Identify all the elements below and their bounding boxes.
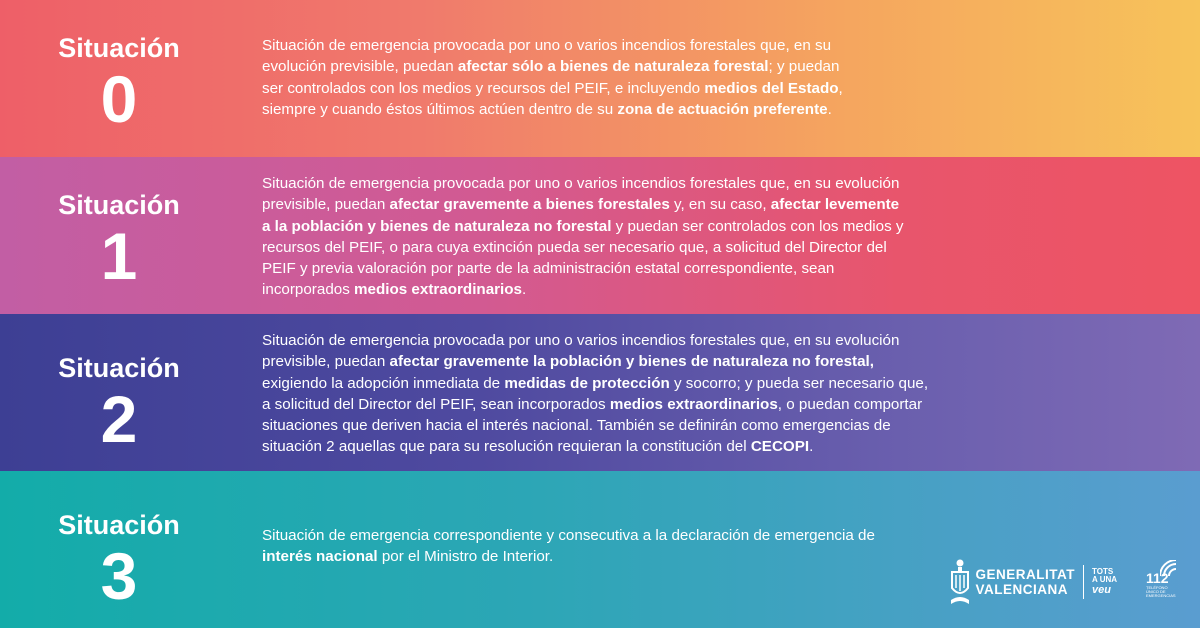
- description-line: [262, 56, 843, 77]
- description-emphasis: afectar gravemente a bienes forestales: [389, 196, 670, 214]
- description-text: evolución previsible, puedan: [262, 58, 458, 76]
- situation-3-heading: [0, 509, 238, 613]
- situation-1-description: [262, 173, 904, 301]
- description-emphasis: afectar sólo a bienes de naturaleza forestal: [457, 58, 769, 76]
- description-emphasis: interés nacional: [262, 548, 378, 566]
- description-text: Situación de emergencia provocada por uno o varios incendios forestales que, en su evolución: [262, 175, 900, 192]
- gva-line2: VALENCIANA: [975, 582, 1068, 597]
- description-line: [262, 194, 904, 215]
- gva-coat-of-arms-icon: [949, 558, 971, 606]
- situation-3-description: [262, 525, 875, 568]
- description-emphasis: medios del Estado: [704, 79, 839, 97]
- description-line: [262, 394, 928, 415]
- description-text: PEIF y previa valoración por parte de la administración estatal correspondiente, sean: [262, 260, 835, 278]
- description-emphasis: afectar levemente: [770, 196, 900, 214]
- tots-a-una-veu-logo: [1092, 568, 1128, 596]
- situation-1-number: 1: [100, 219, 138, 293]
- description-text: .: [809, 438, 814, 456]
- description-text: por el Ministro de Interior.: [377, 548, 554, 566]
- description-line: [262, 173, 904, 194]
- situation-1-word: Situación: [58, 190, 180, 220]
- description-emphasis: medios extraordinarios: [609, 395, 778, 413]
- situation-3-word: Situación: [58, 510, 180, 540]
- description-line: [262, 258, 904, 279]
- description-text: ser controlados con los medios y recursos del PEIF, e incluyendo: [262, 79, 705, 97]
- description-line: [262, 237, 904, 258]
- gva-line1: GENERALITAT: [975, 567, 1075, 582]
- description-text: recursos del PEIF, o para cuya extinción pueda ser necesario que, a solicitud del Director del: [262, 238, 887, 256]
- description-emphasis: afectar gravemente la población y bienes de naturaleza no forestal,: [389, 353, 874, 371]
- description-line: [262, 99, 843, 120]
- description-text: y, en su caso,: [669, 196, 771, 214]
- footer-logos: [949, 556, 1187, 608]
- description-text: incorporados: [262, 281, 355, 299]
- situation-2-band: [0, 314, 1200, 471]
- description-line: [262, 330, 928, 351]
- situation-2-heading: [0, 352, 238, 456]
- description-text: ,: [838, 79, 843, 97]
- description-text: ; y puedan: [768, 58, 840, 76]
- situation-2-description: [262, 330, 928, 458]
- situation-0-number: 0: [100, 62, 138, 136]
- description-text: previsible, puedan: [262, 353, 390, 371]
- tots-line2: A UNA: [1092, 575, 1118, 584]
- emergency-112-subtitle: TELÉFONO ÚNICO DE EMERGENCIAS: [1146, 585, 1176, 598]
- description-line: [262, 351, 928, 372]
- description-line: [262, 436, 928, 457]
- description-line: [262, 373, 928, 394]
- description-text: .: [522, 281, 527, 299]
- description-text: y puedan ser controlados con los medios y: [611, 217, 904, 235]
- situation-1-band: [0, 157, 1200, 314]
- description-line: [262, 415, 928, 436]
- description-line: [262, 78, 843, 99]
- situation-3-number: 3: [100, 539, 138, 613]
- emergency-112-number: 112: [1146, 570, 1169, 586]
- situation-2-number: 2: [100, 382, 138, 456]
- description-line: [262, 35, 843, 56]
- situation-0-description: [262, 35, 843, 120]
- description-text: .: [827, 100, 832, 118]
- description-text: a solicitud del Director del PEIF, sean incorporados: [262, 395, 610, 413]
- logo-separator: [1083, 565, 1084, 599]
- situation-0-heading: [0, 32, 238, 136]
- description-emphasis: CECOPI: [750, 438, 810, 456]
- tots-line3: veu: [1092, 584, 1111, 596]
- description-line: [262, 525, 875, 546]
- description-text: Situación de emergencia provocada por uno o varios incendios forestales que, en su evolución: [262, 332, 900, 349]
- description-text: Situación de emergencia provocada por uno o varios incendios forestales que, en su: [262, 37, 832, 54]
- situation-0-band: [0, 0, 1200, 157]
- situation-1-heading: [0, 189, 238, 293]
- situation-2-word: Situación: [58, 353, 180, 383]
- gva-wordmark: [976, 567, 1076, 597]
- description-emphasis: a la población y bienes de naturaleza no forestal: [262, 217, 612, 235]
- description-emphasis: zona de actuación preferente: [617, 100, 828, 118]
- description-line: [262, 216, 904, 237]
- emergency-112-logo: [1146, 560, 1186, 604]
- description-text: exigiendo la adopción inmediata de: [262, 374, 505, 392]
- description-text: situación 2 aquellas que para su resolución requieran la constitución del: [262, 438, 751, 456]
- description-text: siempre y cuando éstos últimos actúen dentro de su: [262, 100, 618, 118]
- description-line: [262, 279, 904, 300]
- description-text: Situación de emergencia correspondiente y consecutiva a la declaración de emergencia de: [262, 527, 875, 544]
- situation-0-word: Situación: [58, 33, 180, 63]
- description-text: previsible, puedan: [262, 196, 390, 214]
- description-emphasis: medios extraordinarios: [354, 281, 522, 299]
- description-text: situaciones que deriven hacia el interés nacional. También se definirán como emergencias de: [262, 417, 891, 435]
- description-emphasis: medidas de protección: [504, 374, 670, 392]
- description-line: [262, 546, 875, 567]
- tots-line1: TOTS: [1092, 567, 1114, 576]
- description-text: , o puedan comportar: [777, 395, 923, 413]
- description-text: y socorro; y pueda ser necesario que,: [669, 374, 929, 392]
